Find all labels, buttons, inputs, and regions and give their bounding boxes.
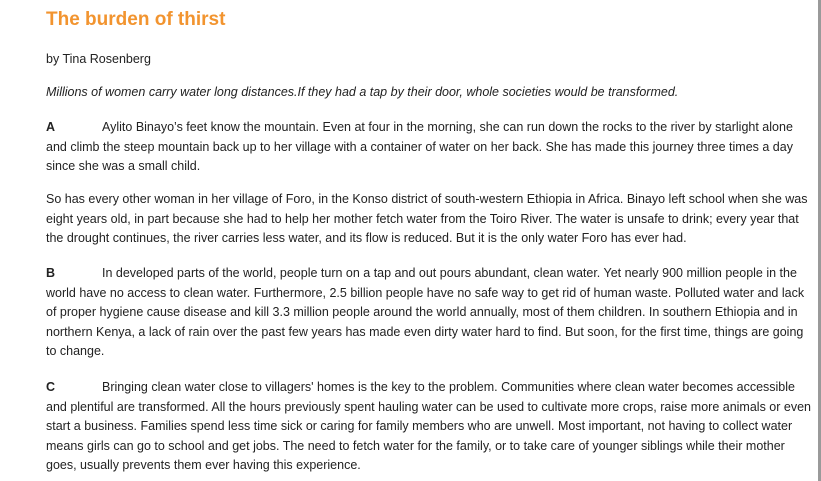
section-letter-c: C <box>46 380 56 394</box>
section-a-continuation-paragraph <box>46 190 812 249</box>
article-title: The burden of thirst <box>46 9 226 30</box>
section-b-paragraph <box>46 264 812 362</box>
section-a-continuation-text: So has every other woman in her village of Foro, in the Konso district of south-western Ethiopia in Africa. Binayo left school when she was eight years old, in part because she had to help her mother fetch water from the Toiro River. The water is unsafe to drink; every year that the drought continues, the river carries less water, and its flow is reduced. But it is the only water Foro has ever had. <box>46 192 808 245</box>
section-letter-a: A <box>46 120 56 134</box>
section-a-paragraph <box>46 118 812 177</box>
article-byline: by Tina Rosenberg <box>46 52 151 66</box>
section-b-text: In developed parts of the world, people turn on a tap and out pours abundant, clean water. Yet nearly 900 million people in the world have no access to clean water. Furthermore, 2.5 billion people have no safe way to get rid of human waste. Polluted water and lack of proper hygiene cause disease and kill 3.3 million people around the world annually, most of them children. In southern Ethiopia and in northern Kenya, a lack of rain over the past few years has made even dirty water hard to find. But soon, for the first time, things are going to change. <box>46 266 805 358</box>
article-standfirst: Millions of women carry water long distances.If they had a tap by their door, whole societies would be transformed. <box>46 85 679 99</box>
section-a-text: Aylito Binayo’s feet know the mountain. Even at four in the morning, she can run down the rocks to the river by starlight alone and climb the steep mountain back up to her village with a container of water on her back. She has made this journey three times a day since she was a small child. <box>46 120 793 173</box>
section-letter-b: B <box>46 266 56 280</box>
section-c-paragraph <box>46 378 812 476</box>
section-c-text: Bringing clean water close to villagers' homes is the key to the problem. Communities where clean water becomes accessible and plentiful are transformed. All the hours previously spent hauling water can be used to cultivate more crops, raise more animals or even start a business. Families spend less time sick or caring for family members who are unwell. Most important, not having to collect water means girls can go to school and get jobs. The need to fetch water for the family, or to take care of younger siblings while their mother goes, usually prevents them ever having this experience. <box>46 380 811 472</box>
